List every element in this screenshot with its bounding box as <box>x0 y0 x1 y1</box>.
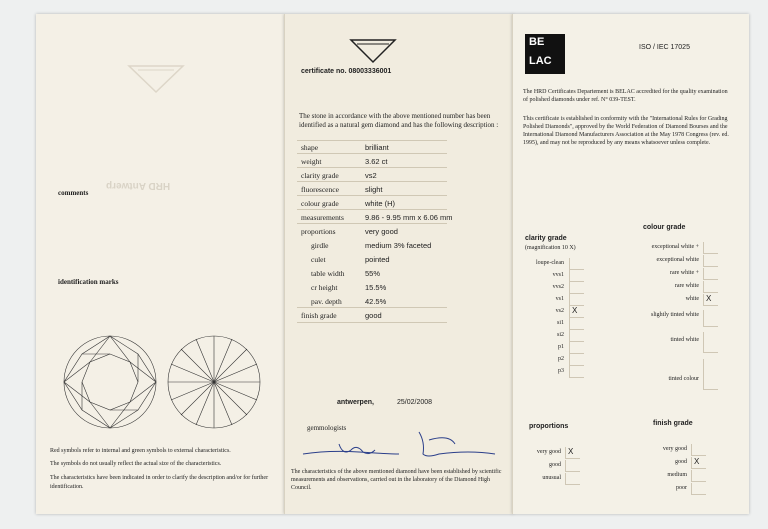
row-label-fluorescence: fluorescence <box>301 185 339 194</box>
finish-box-2 <box>691 470 706 482</box>
row-value-fluorescence: slight <box>365 185 383 194</box>
diamond-crown-diagram <box>60 332 160 432</box>
identification-marks-label: identification marks <box>58 278 119 286</box>
certificate-number: certificate no. 08003336001 <box>301 68 392 75</box>
colour-exceptional-white-plus: exceptional white + <box>651 244 699 250</box>
finish-poor: poor <box>676 485 687 491</box>
colour-rare-white-plus: rare white + <box>669 270 699 276</box>
row-value-proportions: very good <box>365 227 398 236</box>
clarity-box-p3 <box>569 366 584 378</box>
finish-medium: medium <box>667 472 687 478</box>
colour-box-5 <box>703 310 718 327</box>
row-value-girdle: medium 3% faceted <box>365 241 432 250</box>
panel-right <box>512 14 749 514</box>
clarity-selected-mark: X <box>572 306 578 315</box>
row-value-table-width: 55% <box>365 269 381 278</box>
row-label-girdle: girdle <box>311 241 329 250</box>
belac-logo <box>525 34 565 74</box>
proportions-box-1 <box>565 460 580 472</box>
panel-middle <box>284 14 513 514</box>
row-label-finish: finish grade <box>301 311 337 320</box>
proportions-selected-mark: X <box>568 447 574 456</box>
clarity-box-vvs1 <box>569 270 584 282</box>
iso-standard: ISO / IEC 17025 <box>639 44 690 51</box>
colour-slightly-tinted-white: slightly tinted white <box>651 312 699 318</box>
finish-box-3 <box>691 483 706 495</box>
clarity-loupe-clean: loupe-clean <box>536 260 564 266</box>
clarity-si1: si1 <box>556 320 564 326</box>
belac-accreditation: The HRD Certificates Departement is BELAC accredited for the quality examination of polished diamonds under ref. N° 039-TEST. <box>523 89 728 103</box>
clarity-p1: p1 <box>558 344 564 350</box>
diamond-pavilion-diagram <box>164 332 264 432</box>
row-value-cr-height: 15.5% <box>365 283 387 292</box>
clarity-box-loupe-clean <box>569 258 584 270</box>
clarity-box-si2 <box>569 330 584 342</box>
row-value-finish: good <box>365 311 382 320</box>
row-label-weight: weight <box>301 157 322 166</box>
lab-footer-text: The characteristics of the above mentioned diamond have been established by scientific measurements and observations, carried out in the laboratory of the Diamond High Council. <box>291 469 502 491</box>
clarity-vvs1: vvs1 <box>552 272 564 278</box>
clarity-vs2: vs2 <box>555 308 564 314</box>
finish-grade-title: finish grade <box>653 420 693 427</box>
clarity-box-p1 <box>569 342 584 354</box>
clarity-box-si1 <box>569 318 584 330</box>
colour-selected-mark: X <box>706 294 712 303</box>
row-value-measurements: 9.86 - 9.95 mm x 6.06 mm <box>365 213 453 222</box>
clarity-p3: p3 <box>558 368 564 374</box>
row-value-colour: white (H) <box>365 199 396 208</box>
proportions-unusual: unusual <box>542 475 561 481</box>
gemmologist-signatures <box>299 426 499 462</box>
hrd-watermark-logo <box>126 60 186 94</box>
colour-box-6 <box>703 332 718 353</box>
clarity-vs1: vs1 <box>555 296 564 302</box>
row-label-cr-height: cr height <box>311 283 338 292</box>
proportions-good: good <box>549 462 561 468</box>
colour-grade-title: colour grade <box>643 224 686 231</box>
gemmologists-label: gemmologists <box>307 424 347 432</box>
clarity-box-p2 <box>569 354 584 366</box>
colour-rare-white: rare white <box>674 283 699 289</box>
issue-city: antwerpen, <box>337 399 374 406</box>
finish-very-good: very good <box>662 446 687 452</box>
clarity-grade-title: clarity grade <box>525 235 567 242</box>
colour-box-7 <box>703 359 718 390</box>
note-characteristics: The characteristics have been indicated in order to clarify the description and/or for further identification. <box>50 475 269 490</box>
row-label-table-width: table width <box>311 269 345 278</box>
colour-box-3 <box>703 281 718 293</box>
colour-box-1 <box>703 255 718 267</box>
clarity-vvs2: vvs2 <box>552 284 564 290</box>
row-value-clarity: vs2 <box>365 171 377 180</box>
colour-exceptional-white: exceptional white <box>656 257 699 263</box>
clarity-grade-subtitle: (magnification 10 X) <box>525 245 576 251</box>
row-label-pav-depth: pav. depth <box>311 297 342 306</box>
belac-logo-line2: LAC <box>529 55 552 67</box>
conformity-statement: This certificate is established in conformity with the "International Rules for Grading Polished Diamonds", approved by the World Federation of Diamond Bourses and the International Diamond Manufacturers Association at the May 1978 Congress (rev. ed. 1995), and may not be reproduced by any means whatsoever unless complete. <box>523 116 729 146</box>
colour-box-0 <box>703 242 718 254</box>
proportions-box-2 <box>565 473 580 485</box>
clarity-si2: si2 <box>556 332 564 338</box>
proportions-very-good: very good <box>536 449 561 455</box>
clarity-box-vs1 <box>569 294 584 306</box>
note-symbols-size: The symbols do not usually reflect the actual size of the characteristics. <box>50 461 222 467</box>
clarity-p2: p2 <box>558 356 564 362</box>
row-label-clarity: clarity grade <box>301 171 339 180</box>
row-value-shape: brilliant <box>365 143 389 152</box>
row-value-pav-depth: 42.5% <box>365 297 387 306</box>
row-label-shape: shape <box>301 143 319 152</box>
watermark-text: HRD Antwerp <box>106 180 171 191</box>
finish-good: good <box>675 459 687 465</box>
finish-selected-mark: X <box>694 457 700 466</box>
row-label-culet: culet <box>311 255 326 264</box>
colour-tinted-colour: tinted colour <box>668 376 699 382</box>
colour-white: white <box>685 296 699 302</box>
issue-date: 25/02/2008 <box>397 399 433 406</box>
colour-box-2 <box>703 268 718 280</box>
intro-text: The stone in accordance with the above mentioned number has been identified as a natural gem diamond and has the following description : <box>299 112 499 129</box>
colour-tinted-white: tinted white <box>670 337 699 343</box>
comments-label: comments <box>58 189 89 197</box>
belac-logo-line1: BE <box>529 36 545 48</box>
row-value-weight: 3.62 ct <box>365 157 388 166</box>
proportions-title: proportions <box>529 423 569 430</box>
finish-box-0 <box>691 444 706 456</box>
note-symbols-colour: Red symbols refer to internal and green symbols to external characteristics. <box>50 448 231 454</box>
hrd-logo <box>349 38 397 64</box>
row-value-culet: pointed <box>365 255 390 264</box>
row-label-colour: colour grade <box>301 199 339 208</box>
row-label-measurements: measurements <box>301 213 344 222</box>
panel-left <box>36 14 284 514</box>
row-label-proportions: proportions <box>301 227 336 236</box>
clarity-box-vvs2 <box>569 282 584 294</box>
